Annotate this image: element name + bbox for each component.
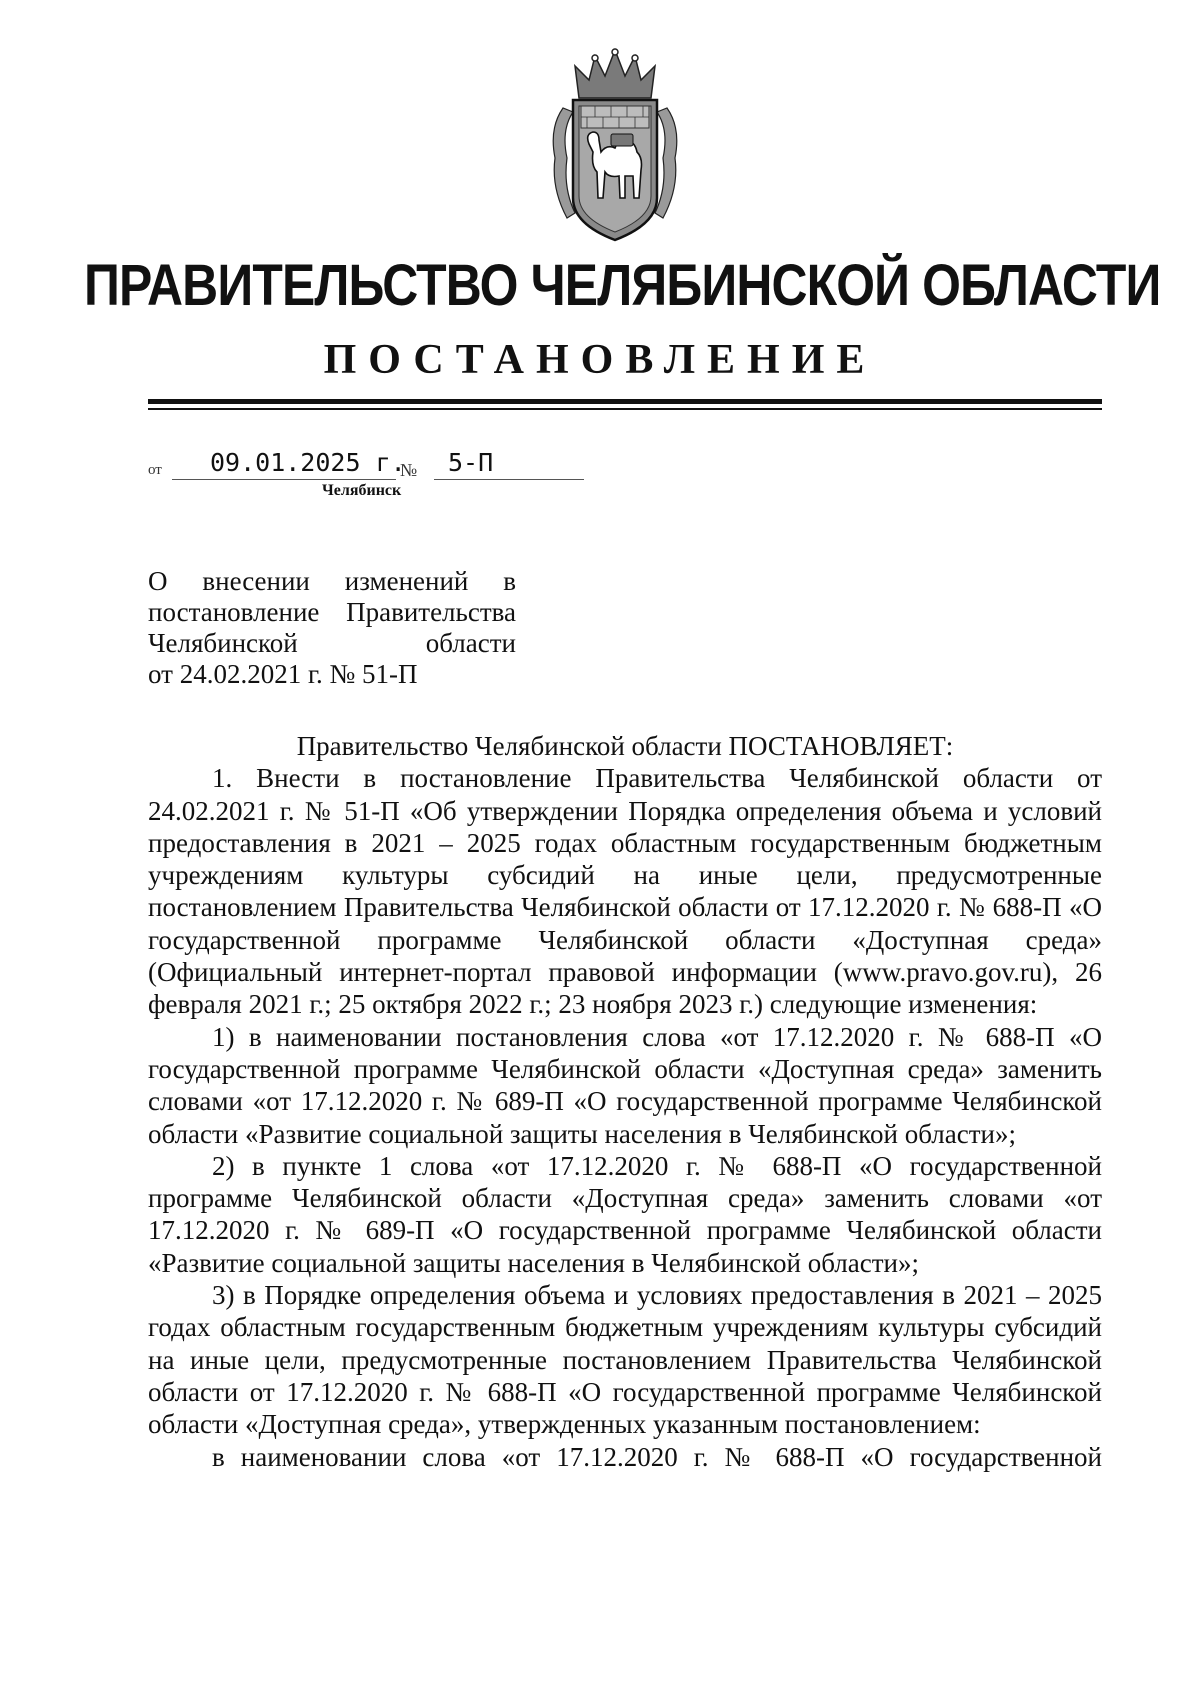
document-type: ПОСТАНОВЛЕНИЕ: [323, 337, 877, 383]
from-label: от: [148, 462, 162, 478]
paragraph-1-3-continued: в наименовании слова «от 17.12.2020 г. № 688-П «О государственной: [212, 1441, 1102, 1472]
document-date: 09.01.2025 г.: [210, 448, 406, 477]
government-title: ПРАВИТЕЛЬСТВО ЧЕЛЯБИНСКОЙ ОБЛАСТИ: [84, 253, 1161, 318]
city-name: Челябинск: [322, 482, 402, 499]
paragraph-1: 1. Внести в постановление Правительства Челябинской области от 24.02.2021 г. № 51-П «Об утверждении Порядка определения объема и условий предоставления в 2021 – 2025 годах областным государственным бюджетным учреждениям культуры субсидий на иные цели, предусмотренные постановлением Правительства Челябинской области от 17.12.2020 г. № 688-П «О государственной программе Челябинской области «Доступная среда» (Официальный интернет-портал правовой информации (www.pravo.gov.ru), 26 февраля 2021 г.; 25 октября 2022 г.; 23 ноября 2023 г.) следующие изменения:: [148, 763, 1102, 1020]
header-rule-thick: [148, 399, 1102, 404]
date-underline: [172, 479, 396, 480]
document-number: 5-П: [448, 448, 494, 477]
number-sign: №: [400, 460, 418, 480]
document-subject: [148, 566, 516, 690]
preamble: Правительство Челябинской области ПОСТАНОВЛЯЕТ:: [296, 731, 954, 761]
paragraph-1-1: 1) в наименовании постановления слова «от 17.12.2020 г. № 688-П «О государственной программе Челябинской области «Доступная среда» заменить словами «от 17.12.2020 г. № 689-П «О государственной программе Челябинской области «Развитие социальной защиты населения в Челябинской области»;: [148, 1021, 1102, 1149]
paragraph-1-2: 2) в пункте 1 слова «от 17.12.2020 г. № 688-П «О государственной программе Челябинской области «Доступная среда» заменить словами «от 17.12.2020 г. № 689-П «О государственной программе Челябинской области «Развитие социальной защиты населения в Челябинской области»;: [148, 1150, 1102, 1278]
subject-last-line: от 24.02.2021 г. № 51-П: [148, 659, 418, 689]
coat-of-arms-emblem: [545, 48, 685, 248]
number-underline: [434, 479, 584, 480]
paragraph-1-3: 3) в Порядке определения объема и условиях предоставления в 2021 – 2025 годах областным государственным бюджетным учреждениям культуры субсидий на иные цели, предусмотренные постановлением Правительства Челябинской области от 17.12.2020 г. № 688-П «О государственной программе Челябинской области «Доступная среда», утвержденных указанным постановлением:: [148, 1280, 1102, 1440]
document-body: [148, 730, 1102, 1473]
subject-text: О внесении изменений в постановление Правительства Челябинской области: [148, 566, 516, 658]
header-rule-thin: [148, 408, 1102, 410]
document-requisites: [148, 448, 608, 484]
